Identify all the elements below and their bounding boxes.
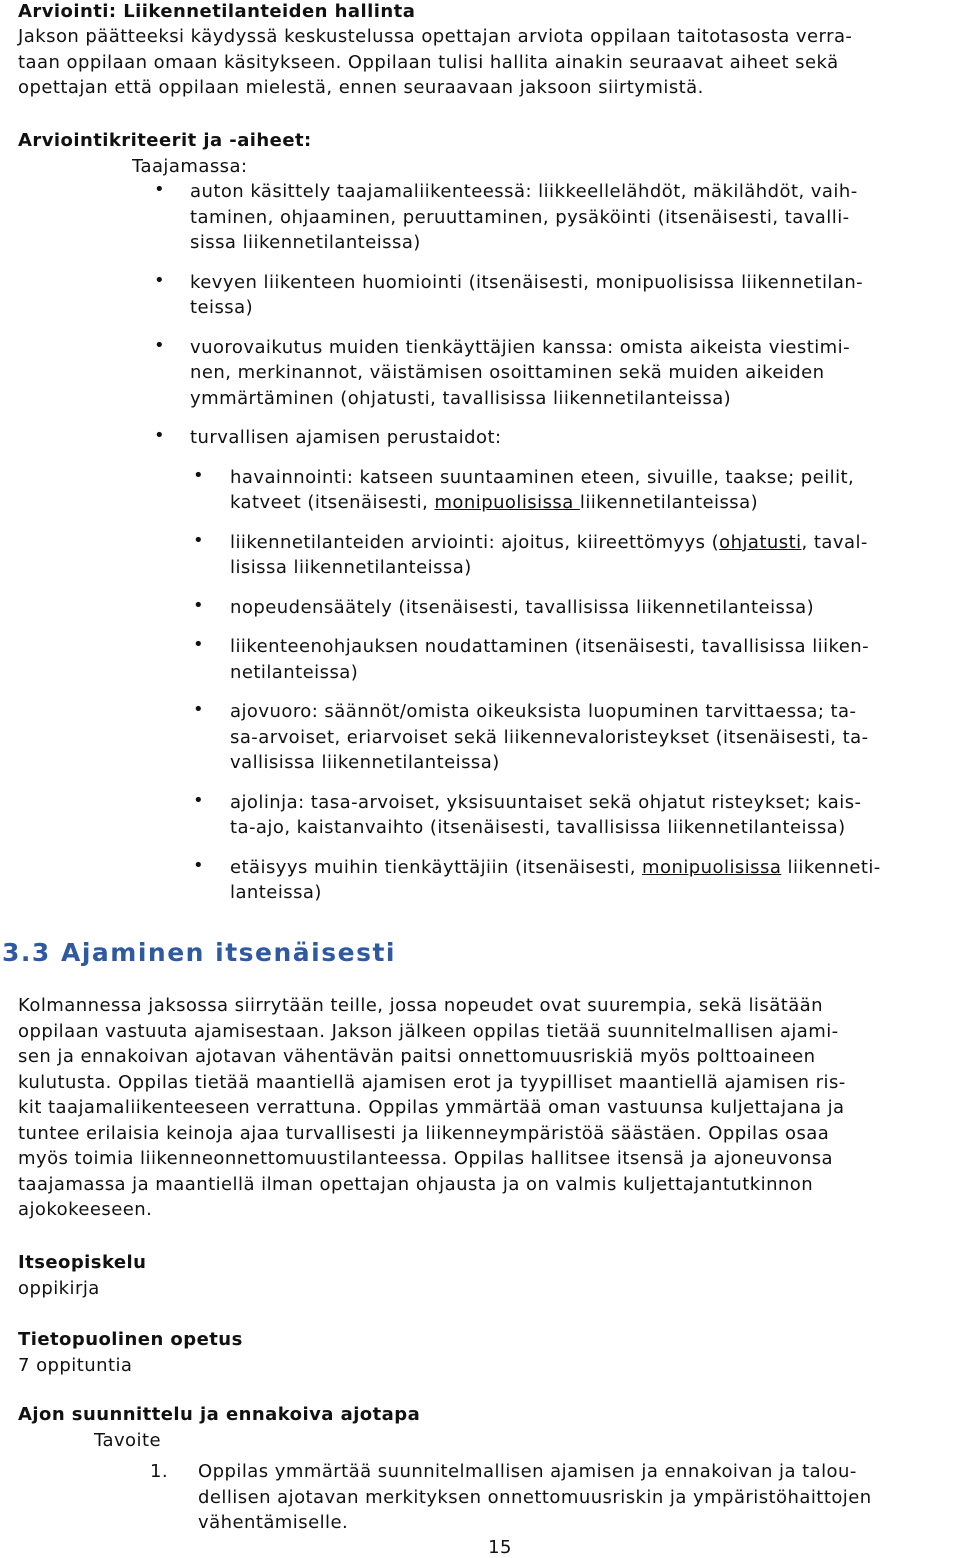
criteria-item: • kevyen liikenteen huomiointi (itsenäisesti, monipuolisissa liikennetilan- teissa) xyxy=(190,270,953,321)
section-text xyxy=(18,993,846,1223)
criteria-item: • auton käsittely taajamaliikenteessä: liikkeellelähdöt, mäkilähdöt, vaih- taminen, ohjaaminen, peruuttaminen, pysäköinti (itsenäisesti, tavalli- sissa liikennetilanteissa) xyxy=(190,179,953,256)
evaluation-text-line: Jakson päätteeksi käydyssä keskustelussa opettajan arviota oppilaan taitotasosta verra- xyxy=(18,26,853,47)
page-number: 15 xyxy=(488,1537,512,1558)
itseopiskelu-value: oppikirja xyxy=(18,1277,100,1299)
ajon-block xyxy=(18,1402,953,1536)
numbered-item: 1. Oppilas ymmärtää suunnitelmallisen ajamisen ja ennakoivan ja talou- dellisen ajotavan merkityksen onnettomuusriskin ja ympäristöhaittojen vähentämiselle. xyxy=(150,1461,872,1533)
evaluation-title: Arviointi: Liikennetilanteiden hallinta xyxy=(18,1,416,22)
criteria-subitem: • ajolinja: tasa-arvoiset, yksisuuntaiset sekä ohjatut risteykset; kais- ta-ajo, kaistanvaihto (itsenäisesti, tavallisissa liikennetilanteissa) xyxy=(230,790,953,841)
criteria-subitem: • ajovuoro: säännöt/omista oikeuksista luopuminen tarvittaessa; ta- sa-arvoiset, eriarvoiset sekä liikennevaloristeykset (itsenäisesti, ta- vallisissa liikennetilanteissa) xyxy=(230,699,953,776)
criteria-subitem: • etäisyys muihin tienkäyttäjiin (itsenäisesti, monipuolisissa liikenneti- lanteissa) xyxy=(230,855,953,906)
criteria-subitem: • havainnointi: katseen suuntaaminen eteen, sivuille, taakse; peilit, katveet (itsenäisesti, monipuolisissa liikennetilanteissa) xyxy=(230,465,953,516)
criteria-list xyxy=(18,179,953,906)
criteria-subitem: • liikenteenohjauksen noudattaminen (itsenäisesti, tavallisissa liiken- netilanteissa) xyxy=(230,634,953,685)
section-text-line: oppilaan vastuuta ajamisestaan. Jakson jälkeen oppilas tietää suunnitelmallisen ajami- xyxy=(18,1020,839,1042)
criteria-sublist xyxy=(190,465,953,906)
item-number: 1. xyxy=(150,1461,169,1482)
section-text-line: Kolmannessa jaksossa siirrytään teille, jossa nopeudet ovat suurempia, sekä lisätään xyxy=(18,995,824,1016)
section-title: 3.3 Ajaminen itsenäisesti xyxy=(2,938,396,967)
itseopiskelu-block xyxy=(18,1250,146,1301)
section-text-line: myös toimia liikenneonnettomuustilanteessa. Oppilas hallitsee itsensä ja ajoneuvonsa xyxy=(18,1148,834,1169)
criteria-subitem: • liikennetilanteiden arviointi: ajoitus, kiireettömyys (ohjatusti, taval- lisissa liikennetilanteissa) xyxy=(230,530,953,581)
section-text-line: kit taajamaliikenteeseen verrattuna. Oppilas ymmärtää oman vastuunsa kuljettajana ja xyxy=(18,1097,845,1118)
section-text-line: sen ja ennakoivan ajotavan vähentävän paitsi onnettomuusriskiä myös polttoaineen xyxy=(18,1046,816,1067)
tietopuolinen-value: 7 oppituntia xyxy=(18,1354,133,1376)
ajon-subheading: Tavoite xyxy=(94,1429,161,1451)
criteria-block xyxy=(18,128,953,916)
criteria-heading: Arviointikriteerit ja -aiheet: xyxy=(18,130,312,151)
section-text-line: kulutusta. Oppilas tietää maantiellä ajamisen erot ja tyypilliset maantiellä ajamisen ris- xyxy=(18,1071,846,1093)
section-text-line: taajamassa ja maantiellä ilman opettajan ohjausta ja on valmis kuljettajantutkinnon xyxy=(18,1173,814,1195)
evaluation-text-line: opettajan että oppilaan mielestä, ennen seuraavaan jaksoon siirtymistä. xyxy=(18,77,704,98)
tietopuolinen-block xyxy=(18,1327,243,1378)
criteria-subitem: • nopeudensäätely (itsenäisesti, tavallisissa liikennetilanteissa) xyxy=(230,595,953,621)
section-text-line: ajokokeeseen. xyxy=(18,1199,153,1220)
criteria-item: • turvallisen ajamisen perustaidot: • havainnointi: katseen suuntaaminen eteen, sivuille, taakse; peilit, katveet (itsenäisesti, monipuolisissa liikennetilanteissa) • liikennetilanteiden arviointi: ajoitus, kiireettömyys (ohjatusti, taval- lisissa liikennetilanteissa) • nopeudensäätely (itsenäisesti, tavallisissa liikennetilanteissa) • liikenteenohjauksen noudattaminen (itsenäisesti, tavallisissa liiken- netilanteissa) • ajovuoro: säännöt/omista oikeuksista luopuminen tarvittaessa; ta- sa-arvoiset, eriarvoiset sekä liikennevaloristeykset (itsenäisesti, ta- vallisissa liikennetilanteissa) • ajolinja: tasa-arvoiset, yksisuuntaiset sekä ohjatut risteykset; kais- ta-ajo, kaistanvaihto (itsenäisesti, tavallisissa liikennetilanteissa) • etäisyys muihin tienkäyttäjiin (itsenäisesti, monipuolisissa liikenneti- lanteissa) xyxy=(190,425,953,906)
itseopiskelu-heading: Itseopiskelu xyxy=(18,1252,147,1273)
criteria-item: • vuorovaikutus muiden tienkäyttäjien kanssa: omista aikeista viestimi- nen, merkinannot, väistämisen osoittaminen sekä muiden aikeiden ymmärtäminen (ohjatusti, tavallisissa liikennetilanteissa) xyxy=(190,335,953,412)
tietopuolinen-heading: Tietopuolinen opetus xyxy=(18,1329,243,1350)
criteria-subheading: Taajamassa: xyxy=(132,155,248,177)
ajon-heading: Ajon suunnittelu ja ennakoiva ajotapa xyxy=(18,1404,421,1425)
evaluation-block xyxy=(18,0,852,101)
section-text-line: tuntee erilaisia keinoja ajaa turvallisesti ja liikenneympäristöä säästäen. Oppilas osaa xyxy=(18,1122,830,1144)
evaluation-text-line: taan oppilaan omaan käsitykseen. Oppilaan tulisi hallita ainakin seuraavat aiheet sekä xyxy=(18,51,839,73)
